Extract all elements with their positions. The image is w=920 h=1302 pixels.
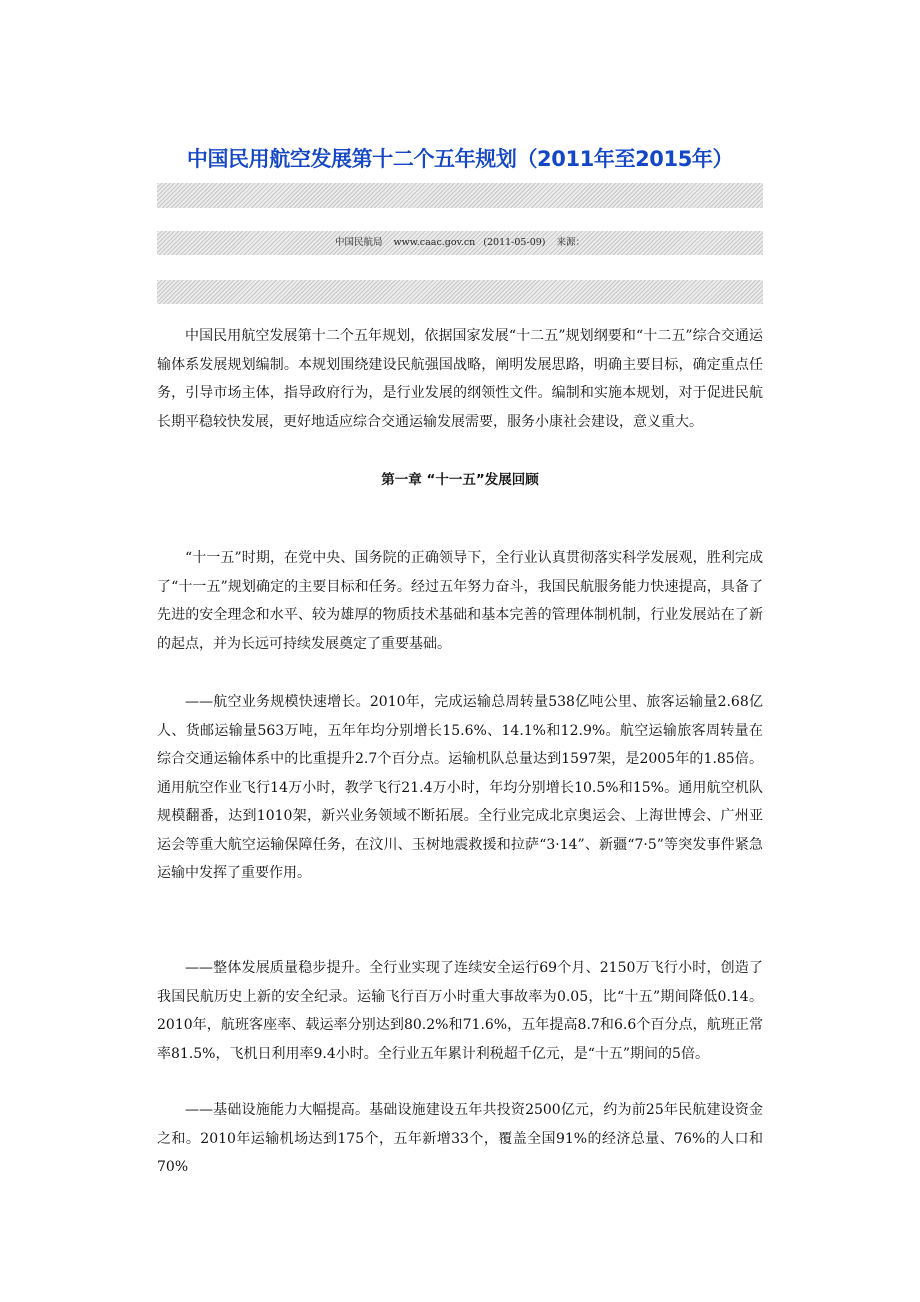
header-band-top — [157, 183, 763, 208]
publication-meta — [157, 231, 763, 255]
body-paragraph: ——基础设施能力大幅提高。基础设施建设五年共投资2500亿元，约为前25年民航建设资金之和。2010年运输机场达到175个，五年新增33个，覆盖全国91%的经济总量、76%的人口和70% — [157, 1102, 763, 1175]
meta-origin-label: 来源： — [556, 237, 586, 248]
body-paragraph: “十一五”时期，在党中央、国务院的正确领导下，全行业认真贯彻落实科学发展观，胜利完成了“十一五”规划确定的主要目标和任务。经过五年努力奋斗，我国民航服务能力快速提高，具备了先进的安全理念和水平、较为雄厚的物质技术基础和基本完善的管理体制机制，行业发展站在了新的起点，并为长远可持续发展奠定了重要基础。 — [157, 550, 763, 652]
intro-paragraph: 中国民用航空发展第十二个五年规划，依据国家发展“十二五”规划纲要和“十二五”综合交通运输体系发展规划编制。本规划围绕建设民航强国战略，阐明发展思路，明确主要目标，确定重点任务，引导市场主体，指导政府行为，是行业发展的纲领性文件。编制和实施本规划，对于促进民航长期平稳较快发展，更好地适应综合交通运输发展需要，服务小康社会建设，意义重大。 — [157, 328, 763, 430]
header-band-bottom — [157, 280, 763, 304]
body-paragraph: ——整体发展质量稳步提升。全行业实现了连续安全运行69个月、2150万飞行小时，创造了我国民航历史上新的安全纪录。运输飞行百万小时重大事故率为0.05，比“十五”期间降低0.14。2010年，航班客座率、载运率分别达到80.2%和71.6%，五年提高8.7和6.6个百分点，航班正常率81.5%，飞机日利用率9.4小时。全行业五年累计利税超千亿元，是“十五”期间的5倍。 — [157, 960, 763, 1062]
meta-site-link[interactable]: www.caac.gov.cn — [393, 237, 476, 248]
meta-date: (2011-05-09) — [483, 237, 546, 248]
page-title: 中国民用航空发展第十二个五年规划（2011年至2015年） — [186, 147, 734, 171]
body-paragraph: ——航空业务规模快速增长。2010年，完成运输总周转量538亿吨公里、旅客运输量2.68亿人、货邮运输量563万吨，五年年均分别增长15.6%、14.1%和12.9%。航空运输旅客周转量在综合交通运输体系中的比重提升2.7个百分点。运输机队总量达到1597架，是2005年的1.85倍。通用航空作业飞行14万小时，教学飞行21.4万小时，年均分别增长10.5%和15%。通用航空机队规模翻番，达到1010架，新兴业务领域不断拓展。全行业完成北京奥运会、上海世博会、广州亚运会等重大航空运输保障任务，在汶川、玉树地震救援和拉萨“3·14”、新疆“7·5”等突发事件紧急运输中发挥了重要作用。 — [157, 694, 763, 881]
meta-source: 中国民航局 — [334, 237, 383, 248]
chapter-heading: 第一章 “十一五”发展回顾 — [381, 472, 539, 488]
meta-band — [157, 231, 763, 255]
